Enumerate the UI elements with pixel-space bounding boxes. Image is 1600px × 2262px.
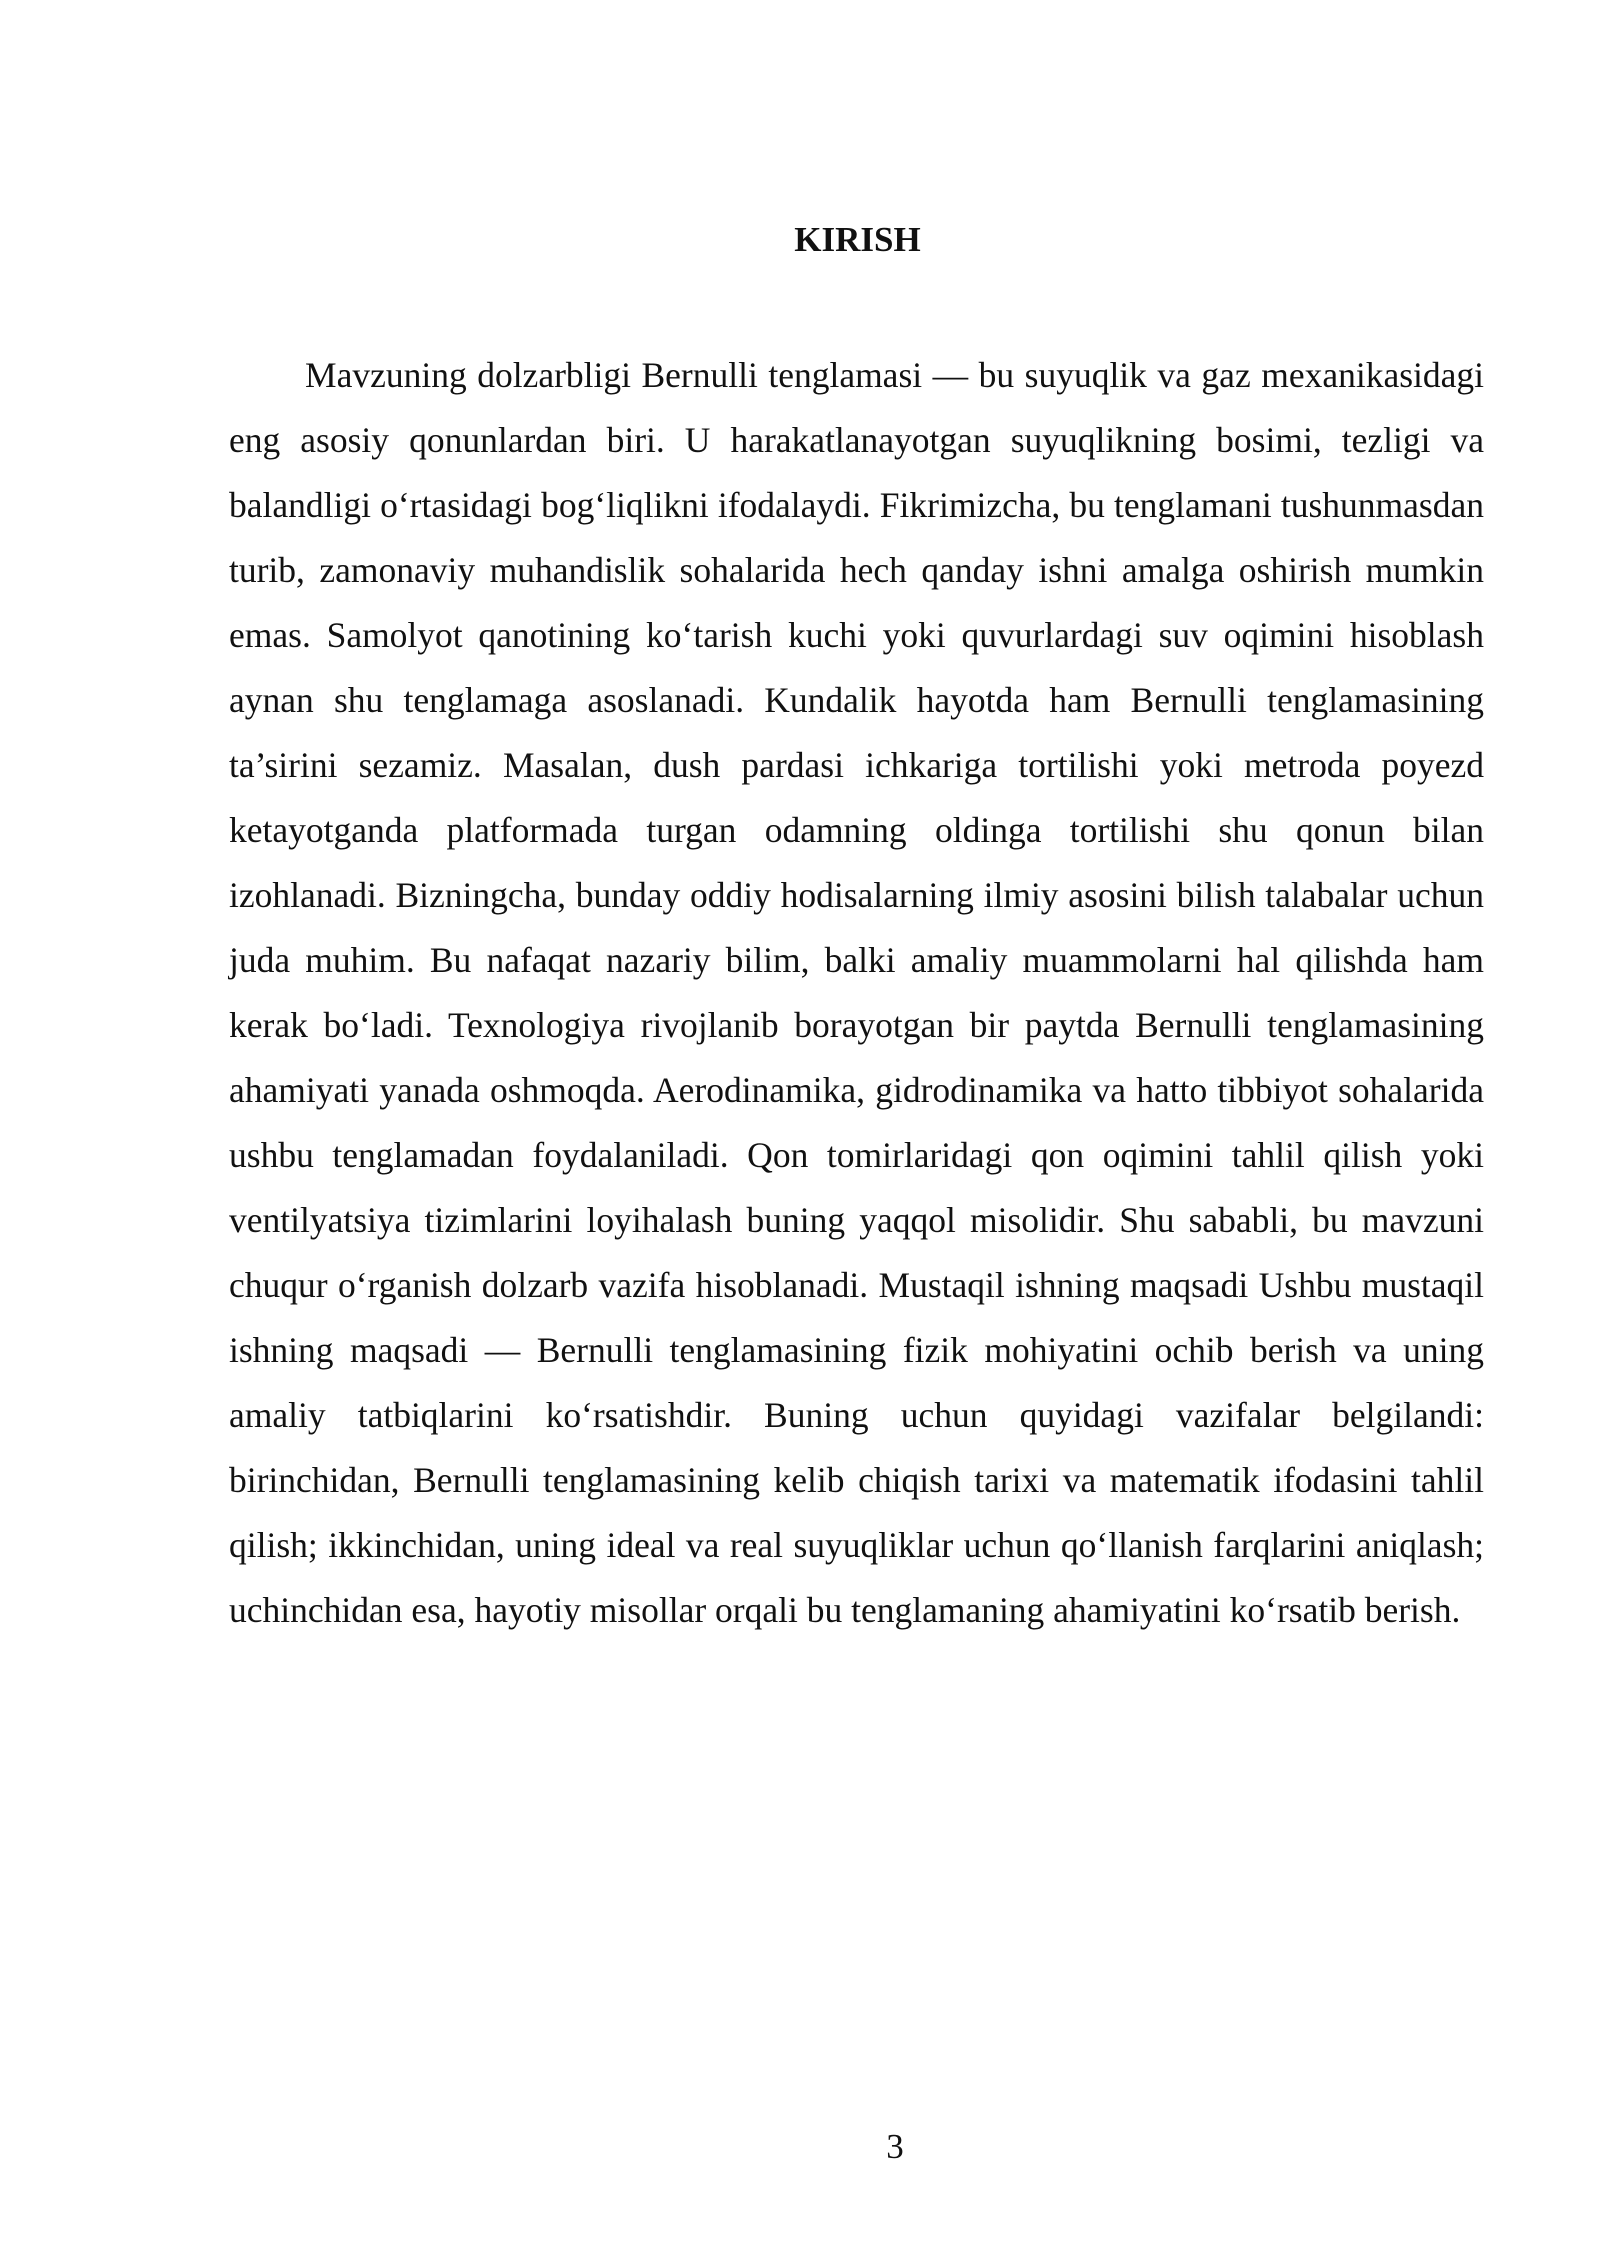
body-paragraph: Mavzuning dolzarbligi Bernulli tenglamasi — bu suyuqlik va gaz mexanikasidagi eng asosiy qonunlardan biri. U harakatlanayotgan suyuqlikning bosimi, tezligi va balandligi o‘rtasidagi bog‘liqlikni ifodalaydi. Fikrimizcha, bu tenglamani tushunmasdan turib, zamonaviy muhandislik sohalarida hech qanday ishni amalga oshirish mumkin emas. Samolyot qanotining ko‘tarish kuchi yoki quvurlardagi suv oqimini hisoblash aynan shu tenglamaga asoslanadi. Kundalik hayotda ham Bernulli tenglamasining ta’sirini sezamiz. Masalan, dush pardasi ichkariga tortilishi yoki metroda poyezd ketayotganda platformada turgan odamning oldinga tortilishi shu qonun bilan izohlanadi. Bizningcha, bunday oddiy hodisalarning ilmiy asosini bilish talabalar uchun juda muhim. Bu nafaqat nazariy bilim, balki amaliy muammolarni hal qilishda ham kerak bo‘ladi. Texnologiya rivojlanib borayotgan bir paytda Bernulli tenglamasining ahamiyati yanada oshmoqda. Aerodinamika, gidrodinamika va hatto tibbiyot sohalarida ushbu tenglamadan foydalaniladi. Qon tomirlaridagi qon oqimini tahlil qilish yoki ventilyatsiya tizimlarini loyihalash buning yaqqol misolidir. Shu sababli, bu mavzuni chuqur o‘rganish dolzarb vazifa hisoblanadi. Mustaqil ishning maqsadi Ushbu mustaqil ishning maqsadi — Bernulli tenglamasining fizik mohiyatini ochib berish va uning amaliy tatbiqlarini ko‘rsatishdir. Buning uchun quyidagi vazifalar belgilandi: birinchidan, Bernulli tenglamasining kelib chiqish tarixi va matematik ifodasini tahlil qilish; ikkinchidan, uning ideal va real suyuqliklar uchun qo‘llanish farqlarini aniqlash; uchinchidan esa, hayotiy misollar orqali bu tenglamaning ahamiyatini ko‘rsatib berish. [229, 355, 1484, 1630]
section-heading: KIRISH [794, 220, 921, 259]
page-number: 3 [886, 2127, 904, 2166]
